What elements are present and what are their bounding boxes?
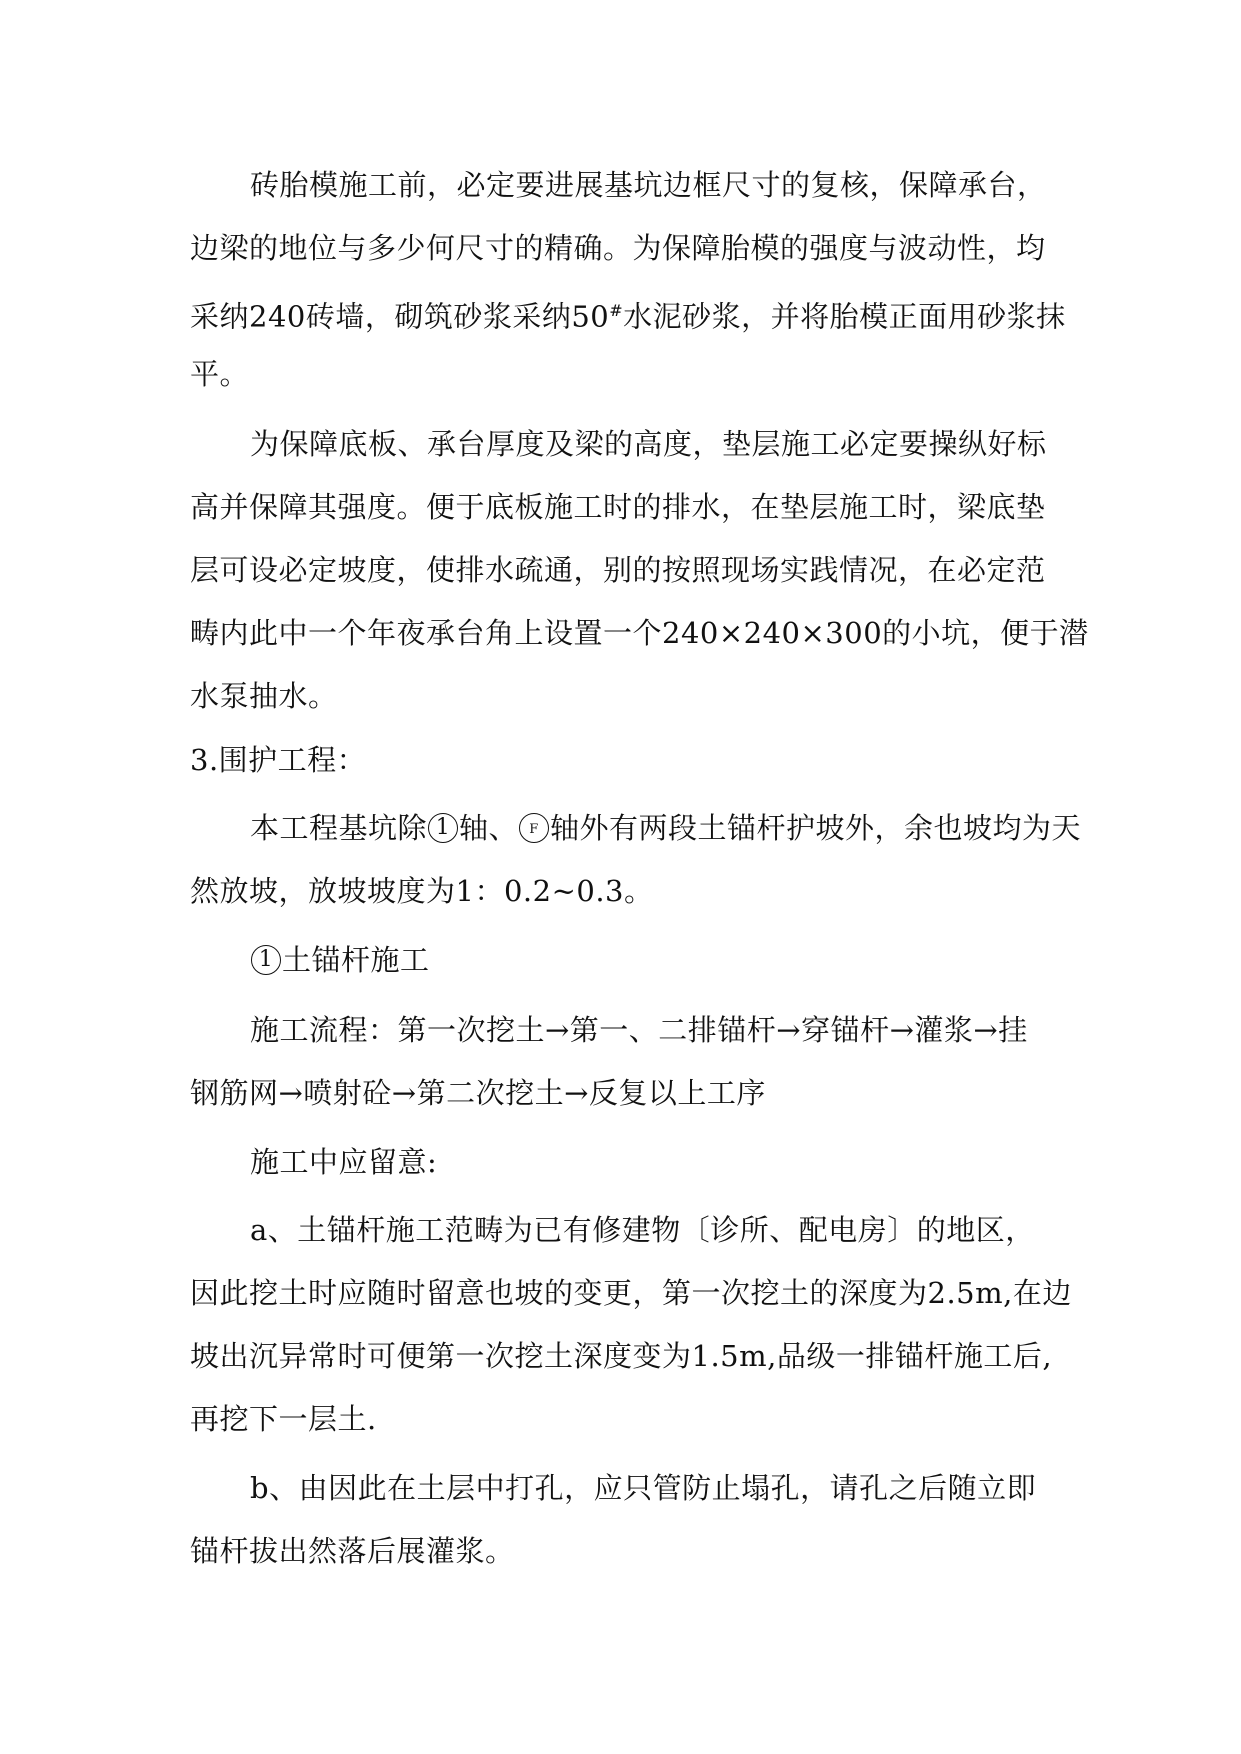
paragraph-line bbox=[250, 808, 1081, 848]
paragraph-line: 层可设必定坡度，使排水疏通，别的按照现场实践情况，在必定范 bbox=[190, 553, 1046, 587]
paragraph-line: 坡出沉异常时可便第一次挖土深度变为1.5m,品级一排锚杆施工后, bbox=[190, 1339, 1053, 1373]
paragraph-text: 本工程基坑除 bbox=[250, 811, 428, 845]
paragraph-line: 水泵抽水。 bbox=[190, 679, 338, 713]
circled-number-1: 1 bbox=[428, 813, 458, 843]
subheading-text: 土锚杆施工 bbox=[282, 943, 430, 977]
paragraph-line: 为保障底板、承台厚度及梁的高度，垫层施工必定要操纵好标 bbox=[250, 427, 1047, 461]
paragraph-text: 轴外有两段土锚杆护坡外，余也坡均为天 bbox=[550, 811, 1082, 845]
paragraph-line bbox=[190, 291, 1066, 337]
circled-letter-f: F bbox=[519, 813, 549, 843]
circled-number-1: 1 bbox=[251, 945, 281, 975]
paragraph-line: 施工流程：第一次挖土→第一、二排锚杆→穿锚杆→灌浆→挂 bbox=[250, 1013, 1028, 1047]
paragraph-line: 再挖下一层土. bbox=[190, 1402, 377, 1436]
paragraph-line: 施工中应留意: bbox=[250, 1145, 438, 1179]
paragraph-line: 高并保障其强度。便于底板施工时的排水，在垫层施工时，梁底垫 bbox=[190, 490, 1046, 524]
paragraph-line: a、土锚杆施工范畴为已有修建物〔诊所、配电房〕的地区， bbox=[250, 1213, 1035, 1247]
paragraph-line: 因此挖土时应随时留意也坡的变更，第一次挖土的深度为2.5m,在边 bbox=[190, 1276, 1072, 1310]
paragraph-line: 然放坡，放坡坡度为1：0.2~0.3。 bbox=[190, 874, 654, 908]
paragraph-line: 畴内此中一个年夜承台角上设置一个240×240×300的小坑，便于潜 bbox=[190, 616, 1089, 650]
subheading bbox=[250, 940, 430, 980]
paragraph-line: 锚杆拔出然落后展灌浆。 bbox=[190, 1534, 515, 1568]
paragraph-line: 钢筋网→喷射砼→第二次挖土→反复以上工序 bbox=[190, 1076, 766, 1110]
paragraph-line: 砖胎模施工前，必定要进展基坑边框尺寸的复核，保障承台， bbox=[250, 168, 1047, 202]
paragraph-line: b、由因此在土层中打孔，应只管防止塌孔，请孔之后随立即 bbox=[250, 1471, 1037, 1505]
paragraph-line: 边梁的地位与多少何尺寸的精确。为保障胎模的强度与波动性，均 bbox=[190, 231, 1046, 265]
superscript: # bbox=[609, 301, 624, 320]
paragraph-line: 平。 bbox=[190, 357, 250, 391]
paragraph-text: 水泥砂浆，并将胎模正面用砂浆抹 bbox=[623, 299, 1066, 334]
paragraph-text: 轴、 bbox=[459, 811, 519, 845]
paragraph-text: 采纳240砖墙，砌筑砂浆采纳50 bbox=[190, 299, 610, 334]
section-heading: 3.围护工程： bbox=[190, 743, 367, 777]
